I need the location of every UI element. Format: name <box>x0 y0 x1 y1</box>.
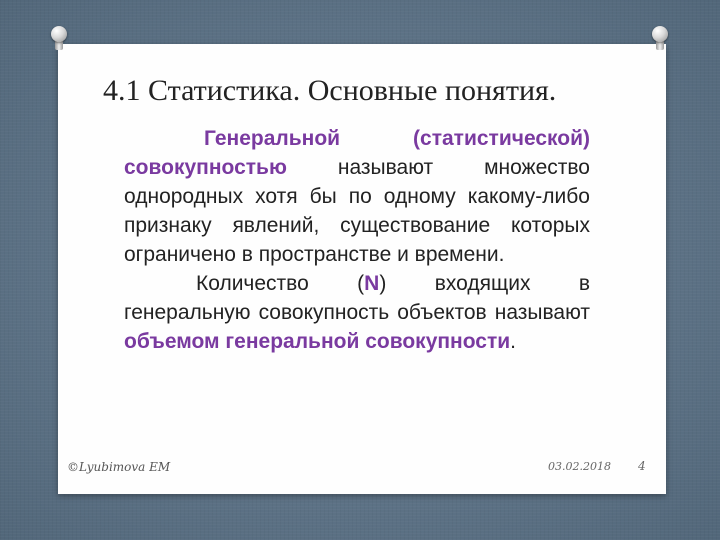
pushpin-icon <box>50 26 68 52</box>
footer-page-number: 4 <box>638 459 646 473</box>
footer-author: ©Lyubimova EM <box>67 460 171 474</box>
paragraph-definition <box>124 124 590 269</box>
slide-body <box>124 124 590 356</box>
volume-text-after: . <box>510 330 517 353</box>
volume-text-middle: ) входящих в генеральную совокупность объектов называют <box>124 272 591 324</box>
symbol-n: N <box>364 272 380 295</box>
slide-title: 4.1 Статистика. Основные понятия. <box>103 74 557 107</box>
volume-text-before: Количество ( <box>196 272 365 295</box>
paragraph-volume <box>124 269 590 356</box>
term-general-population: Генеральной (статистической) совокупностью <box>124 127 590 179</box>
pushpin-icon <box>651 26 669 52</box>
term-population-volume: объемом генеральной совокупности <box>124 330 511 353</box>
footer-date: 03.02.2018 <box>548 460 611 473</box>
definition-text: называют множество однородных хотя бы по одному какому-либо признаку явлений, существование которых ограничено в пространстве и времени. <box>124 156 590 266</box>
